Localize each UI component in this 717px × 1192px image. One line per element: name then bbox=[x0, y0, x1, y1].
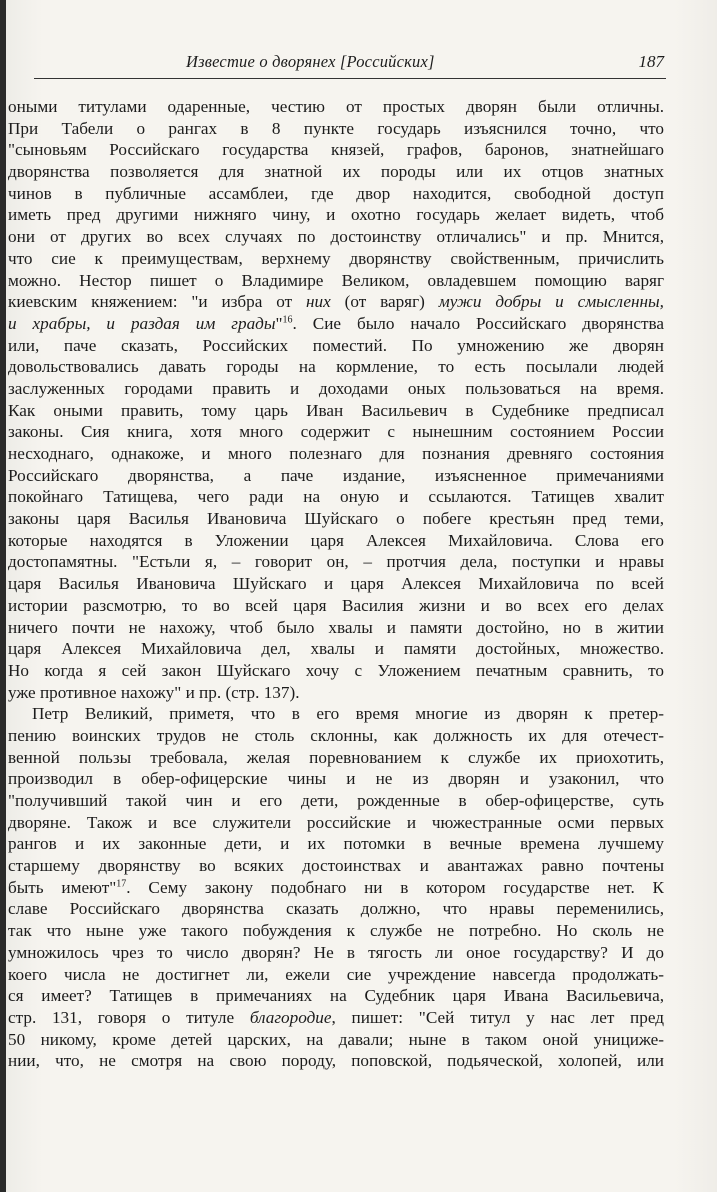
text-line: так что ныне уже такого побуждения к службе не потребно. Но сколь не bbox=[8, 921, 664, 941]
text-line: иметь пред другими нижняго чину, и охотно государь желает видеть, чтоб bbox=[8, 205, 664, 225]
text-line: умножилось чрез то число дворян? Не в тягость ли оное государству? И до bbox=[8, 942, 664, 962]
text-line: чинов в публичные ассамблеи, где двор находится, свободной доступ bbox=[8, 183, 664, 203]
text-line: коего числа не достигнет ли, ежели сие учреждение навсегда продолжать- bbox=[8, 964, 664, 984]
text-line: заслуженных городами править и доходами оных пользоваться на время. bbox=[8, 378, 664, 398]
text-line: Петр Великий, приметя, что в его время многие из дворян к претер- bbox=[32, 704, 664, 724]
text-line bbox=[8, 877, 664, 899]
line-start: быть имеют" bbox=[8, 877, 117, 897]
text-line: они от других во всех случаях по достоинству отличались" и пр. Мнится, bbox=[8, 227, 664, 247]
text-line: нии, что, не смотря на свою породу, поповской, подьяческой, холопей, или bbox=[8, 1051, 664, 1071]
page-binding-edge bbox=[0, 0, 6, 1192]
text-line: пению воинских трудов не столь склонны, как должность их для отечест- bbox=[8, 725, 664, 745]
text-line: ничего почти не нахожу, чтоб было хвалы и памяти достойно, но в житии bbox=[8, 617, 664, 637]
text-line: оными титулами одаренные, честию от простых дворян были отличны. bbox=[8, 97, 664, 116]
text-line: дворяне. Також и все служители российские и чюжестранные осми первых bbox=[8, 812, 664, 832]
text-line: Как оными править, тому царь Иван Васильевич в Судебнике предписал bbox=[8, 400, 664, 420]
text-line: славе Российскаго дворянства сказать должно, что нравы переменились, bbox=[8, 899, 664, 919]
footnote-ref-17: 17 bbox=[116, 878, 127, 890]
line-rest: . Сие было начало Российскаго дворянства bbox=[292, 313, 664, 333]
text-line: истории разсмотрю, то во всей царя Василия жизни и во всех его делах bbox=[8, 595, 664, 615]
text-line: дворянства позволяется для знатной их породы или их отцов знатных bbox=[8, 162, 664, 182]
body-text bbox=[8, 96, 664, 1072]
text-line: ся имеет? Татищев в примечаниях на Судебник царя Ивана Васильевича, bbox=[8, 986, 664, 1006]
text-line: царя Василья Ивановича Шуйскаго и царя Алексея Михайловича по всей bbox=[8, 574, 664, 594]
text-line: можно. Нестор пишет о Владимире Великом, овладевшем помощию варяг bbox=[8, 270, 664, 290]
text-line: довольствовались давать городы на кормление, то есть посылали людей bbox=[8, 357, 664, 377]
text-line: несходнаго, однакоже, и много полезнаго для познания древняго состояния bbox=[8, 444, 664, 463]
text-line: уже противное нахожу" и пр. (стр. 137). bbox=[8, 682, 300, 702]
text-line: "сыновьям Российскаго государства князей, графов, баронов, знатнейшаго bbox=[8, 140, 664, 160]
text-line: венной пользы требовала, желая поревнованием к службе их приохотить, bbox=[8, 747, 664, 767]
text-line: старшему дворянству во всяких достоинствах и авантажах равно почтены bbox=[8, 856, 664, 876]
text-line: которые находятся в Уложении царя Алексея Михайловича. Слова его bbox=[8, 530, 664, 550]
footnote-ref-16: 16 bbox=[282, 314, 293, 326]
text-line: что сие к преимуществам, верхнему дворянству свойственным, причислить bbox=[8, 248, 664, 268]
text-line: При Табели о рангах в 8 пункте государь изъяснился точно, что bbox=[8, 118, 664, 138]
text-line: царя Алексея Михайловича дел, хвалы и памяти достойных, множество. bbox=[8, 639, 664, 659]
text-line bbox=[8, 1007, 664, 1029]
page-header bbox=[34, 52, 666, 76]
text-line: "получивший такой чин и его дети, рожденные в обер-офицерстве, суть bbox=[8, 791, 664, 810]
text-line: законы царя Василья Ивановича Шуйскаго о побеге крестьян пред теми, bbox=[8, 509, 664, 529]
line-rest: . Сему закону подобнаго ни в котором государстве нет. К bbox=[126, 877, 664, 897]
italic-word: благородие bbox=[249, 1007, 332, 1027]
italic-word: них bbox=[306, 292, 331, 312]
header-rule bbox=[34, 78, 666, 79]
text-line: рангов и их законные дети, и их потомки в вечные времена лучшему bbox=[8, 834, 664, 854]
text-line: Но когда я сей закон Шуйскаго хочу с Уложением печатным сравнить, то bbox=[8, 660, 664, 680]
text-line: или, паче сказать, Российских поместий. По умножению же дворян bbox=[8, 335, 664, 355]
text-line: Российскаго дворянства, а паче издание, изъясненное примечаниями bbox=[8, 465, 664, 485]
line-rest: , пишет: "Сей титул у нас лет пред bbox=[331, 1007, 664, 1027]
text-line: производил в обер-офицерские чины и не из дворян и узаконил, что bbox=[8, 769, 664, 789]
line-start: киевским княжением: "и избра от bbox=[8, 292, 293, 312]
text-line: и храбры, и раздая им грады"$^{16}$. Сие было начало Российскаго дворянства bbox=[8, 313, 664, 333]
italic-quote: и храбры, и раздая им грады bbox=[8, 313, 276, 333]
text-line bbox=[8, 291, 664, 313]
text-line: достопамятны. "Естьли я, – говорит он, – протчия дела, поступки и нравы bbox=[8, 552, 664, 572]
line-middle: (от варяг) bbox=[330, 292, 439, 312]
text-line: покойнаго Татищева, чего ради на оную и ссылаются. Татищев хвалит bbox=[8, 487, 664, 507]
text-line: 50 никому, кроме детей царских, на давали; ныне в таком оной унициже- bbox=[8, 1029, 664, 1049]
line-start: стр. 131, говоря о титуле bbox=[8, 1007, 235, 1027]
text-line: законы. Сия книга, хотя много содержит с нынешним состоянием России bbox=[8, 422, 664, 442]
page-number: 187 bbox=[638, 52, 664, 71]
italic-quote: мужи добры и смысленны, bbox=[438, 292, 664, 312]
running-head: Известие о дворянех [Российских] bbox=[186, 52, 435, 71]
